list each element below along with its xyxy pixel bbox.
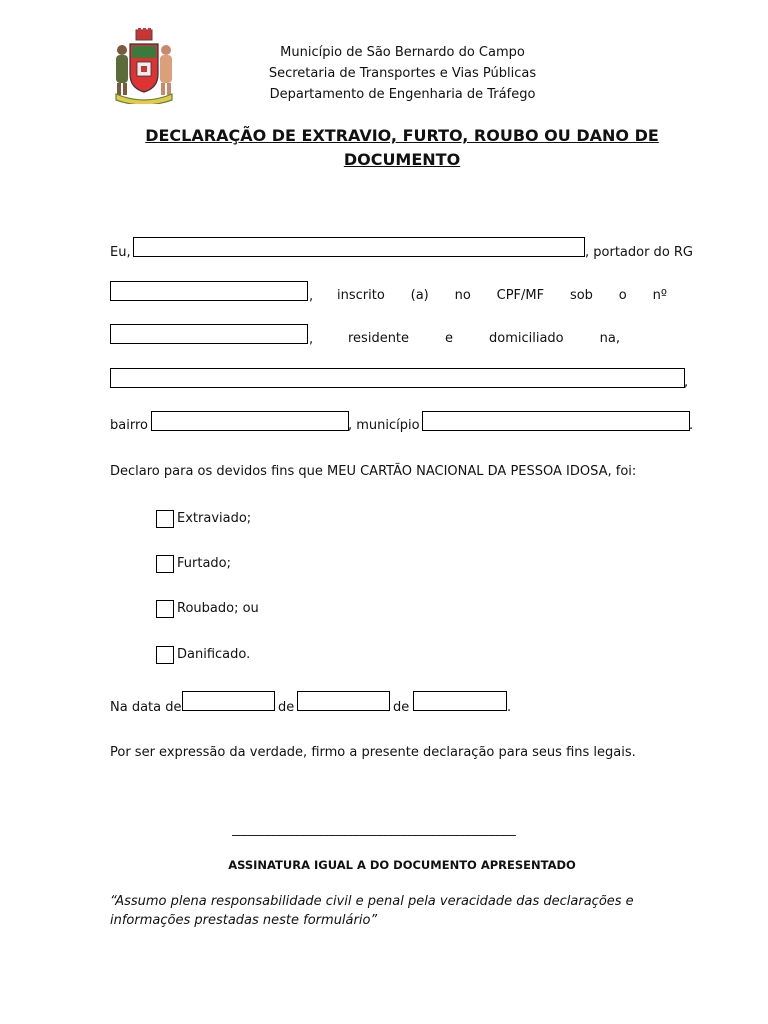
word: CPF/MF xyxy=(496,288,545,303)
word: na, xyxy=(599,331,620,346)
residente-label xyxy=(348,331,620,346)
word: no xyxy=(454,288,471,303)
letterhead xyxy=(180,42,625,105)
cpf-field[interactable] xyxy=(110,324,308,344)
inscrito-cpf-label xyxy=(337,288,667,303)
roubado-label: Roubado; ou xyxy=(177,601,259,616)
year-field[interactable] xyxy=(413,691,507,711)
de-label: de xyxy=(278,700,295,715)
signature-line: ________________________________________________ xyxy=(232,822,516,837)
comma-separator: , xyxy=(309,332,314,347)
na-data-label: Na data de xyxy=(110,700,182,715)
word: o xyxy=(618,288,627,303)
comma-separator: , xyxy=(309,289,314,304)
comma-separator: , xyxy=(684,375,689,390)
word: (a) xyxy=(410,288,429,303)
rg-field[interactable] xyxy=(110,281,308,301)
word: e xyxy=(445,331,454,346)
word: nº xyxy=(652,288,667,303)
department-name: Departamento de Engenharia de Tráfego xyxy=(269,87,536,102)
address-field[interactable] xyxy=(110,368,685,388)
portador-rg-label: , portador do RG xyxy=(585,245,694,260)
extraviado-label: Extraviado; xyxy=(177,511,252,526)
eu-label: Eu, xyxy=(110,245,131,260)
truth-statement: Por ser expressão da verdade, firmo a presente declaração para seus fins legais. xyxy=(110,745,636,760)
furtado-checkbox[interactable] xyxy=(156,555,174,573)
municipal-coat-of-arms-icon xyxy=(110,28,178,104)
municipio-field[interactable] xyxy=(422,411,690,431)
roubado-checkbox[interactable] xyxy=(156,600,174,618)
month-field[interactable] xyxy=(297,691,390,711)
document-title-line-1: DECLARAÇÃO DE EXTRAVIO, FURTO, ROUBO OU DANO DE xyxy=(145,126,659,145)
name-field[interactable] xyxy=(133,237,585,257)
period-separator: . xyxy=(689,418,694,433)
municipio-label: , município xyxy=(348,418,420,433)
signature-caption: ASSINATURA IGUAL A DO DOCUMENTO APRESENTADO xyxy=(228,858,576,872)
word: sob xyxy=(569,288,593,303)
day-field[interactable] xyxy=(182,691,275,711)
bairro-field[interactable] xyxy=(151,411,349,431)
furtado-label: Furtado; xyxy=(177,556,231,571)
word: domiciliado xyxy=(489,331,564,346)
bairro-label: bairro xyxy=(110,418,148,433)
municipality-name: Município de São Bernardo do Campo xyxy=(280,45,525,60)
secretariat-name: Secretaria de Transportes e Vias Públicas xyxy=(268,66,537,81)
de-label: de xyxy=(393,700,410,715)
danificado-label: Danificado. xyxy=(177,647,251,662)
extraviado-checkbox[interactable] xyxy=(156,510,174,528)
danificado-checkbox[interactable] xyxy=(156,646,174,664)
period-separator: . xyxy=(507,700,512,715)
word: residente xyxy=(348,331,410,346)
declaration-statement: Declaro para os devidos fins que MEU CARTÃO NACIONAL DA PESSOA IDOSA, foi: xyxy=(110,464,637,479)
word: inscrito xyxy=(337,288,385,303)
document-title xyxy=(110,124,694,172)
responsibility-disclaimer: “Assumo plena responsabilidade civil e penal pela veracidade das declarações e informações prestadas neste formulário” xyxy=(110,894,634,928)
document-title-line-2: DOCUMENTO xyxy=(343,150,461,169)
